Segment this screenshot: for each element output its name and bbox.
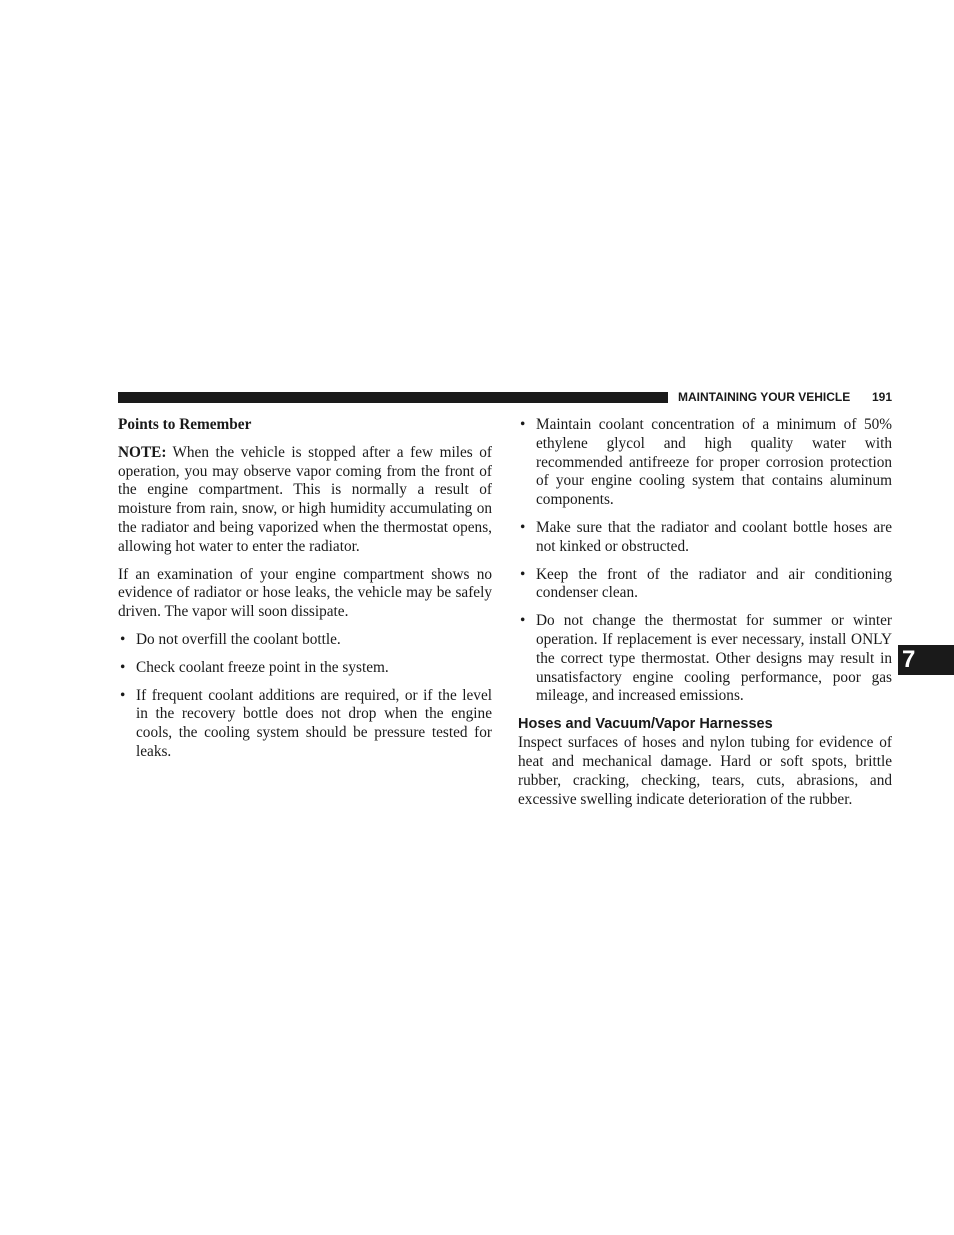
bullet-icon: • — [520, 518, 526, 536]
right-bullet-list — [518, 416, 892, 706]
examination-paragraph: If an examination of your engine compartment shows no evidence of radiator or hose leaks, the vehicle may be safely driven. The vapor will soon dissipate. — [118, 565, 492, 621]
left-bullet-list — [118, 631, 492, 762]
note-paragraph — [118, 444, 492, 557]
list-item-text: Make sure that the radiator and coolant bottle hoses are not kinked or obstructed. — [536, 518, 892, 555]
left-column — [118, 416, 492, 771]
hoses-paragraph: Inspect surfaces of hoses and nylon tubing for evidence of heat and mechanical damage. Hard or soft spots, brittle rubber, cracking, checking, tears, cuts, abrasions, and excessive swelling indicate deterioration of the rubber. — [518, 734, 892, 808]
list-item — [518, 519, 892, 557]
list-item — [118, 659, 492, 678]
bullet-icon: • — [520, 612, 526, 630]
page-number: 191 — [871, 390, 892, 404]
list-item — [518, 416, 892, 510]
header-rule — [118, 392, 668, 403]
section-title: MAINTAINING YOUR VEHICLE — [678, 390, 851, 404]
note-text: When the vehicle is stopped after a few miles of operation, you may observe vapor coming from the front of the engine compartment. This is normally a result of moisture from rain, snow, or high humidity accumulating on the radiator and being vaporized when the thermostat opens, allowing hot water to enter the radiator. — [118, 443, 492, 555]
list-item — [118, 631, 492, 650]
points-to-remember-heading: Points to Remember — [118, 416, 252, 433]
list-item-text: Keep the front of the radiator and air conditioning condenser clean. — [536, 565, 892, 602]
bullet-icon: • — [120, 686, 126, 704]
list-item — [518, 612, 892, 706]
list-item-text: Do not overfill the coolant bottle. — [136, 630, 341, 648]
hoses-heading: Hoses and Vacuum/Vapor Harnesses — [518, 716, 773, 733]
list-item — [118, 687, 492, 762]
list-item-text: Check coolant freeze point in the system. — [136, 658, 389, 676]
bullet-icon: • — [520, 565, 526, 583]
chapter-tab: 7 — [898, 645, 954, 675]
bullet-icon: • — [120, 630, 126, 648]
list-item — [518, 566, 892, 604]
note-label: NOTE: — [118, 443, 167, 461]
running-header — [678, 390, 892, 405]
bullet-icon: • — [520, 416, 526, 433]
right-column — [518, 416, 892, 818]
list-item-text: Maintain coolant concentration of a minimum of 50% ethylene glycol and high quality water with recommended antifreeze for proper corrosion protection of your engine cooling system that contains aluminum components. — [536, 416, 892, 509]
bullet-icon: • — [120, 658, 126, 676]
list-item-text: Do not change the thermostat for summer or winter operation. If replacement is ever necessary, install ONLY the correct type thermostat. Other designs may result in unsatisfactory engine cooling performance, poor gas mileage, and increased emissions. — [536, 612, 892, 705]
list-item-text: If frequent coolant additions are required, or if the level in the recovery bottle does not drop when the engine cools, the cooling system should be pressure tested for leaks. — [136, 686, 492, 760]
